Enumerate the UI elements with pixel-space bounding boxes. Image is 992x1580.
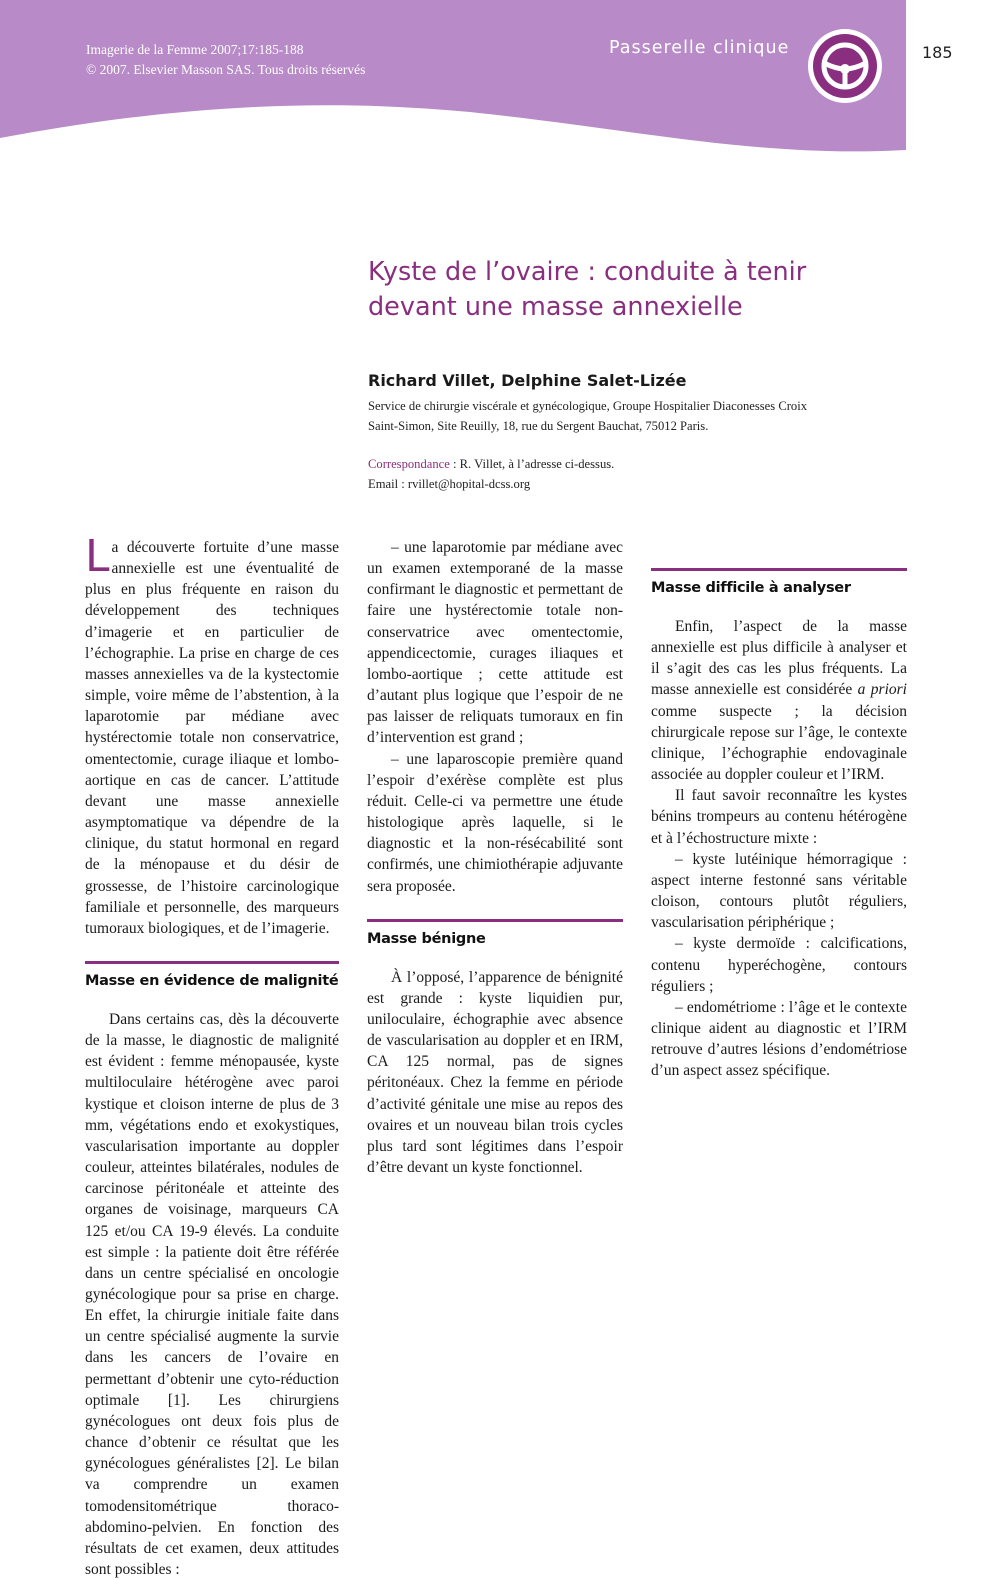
section-1-paragraph: Dans certains cas, dès la découverte de la masse, le diagnostic de malignité est évident : femme ménopausée, kyste multiloculaire hétérogène avec paroi kystique et cloison interne de plus de 3 mm, végétations endo et exokystiques, vascularisation importante au doppler couleur, atteintes bilatérales, nodules de carcinose péritonéale et atteinte des organes de voisinage, marqueurs CA 125 et/ou CA 19-9 élevés. La conduite est simple : la patiente doit être référée dans un centre spécialisé en oncologie gynécologique pour sa prise en charge. En effet, la chirurgie initiale faite dans un centre spécialisé augmente la survie dans les cancers de l’ovaire en permettant d’obtenir une cyto-réduction optimale [1]. Les chirurgiens gynécologues ont deux fois plus de chance d’obtenir ce résultat que les gynécologues généralistes [2]. Le bilan va comprendre un examen tomodensitométrique thoraco-abdomino-pelvien. En fonction des résultats de cet examen, deux attitudes sont possibles :	[85, 1010, 339, 1579]
section-heading-benign: Masse bénigne	[367, 919, 623, 949]
section-heading-malignancy: Masse en évidence de malignité	[85, 961, 339, 991]
copyright-notice: © 2007. Elsevier Masson SAS. Tous droits réservés	[86, 62, 366, 77]
paragraph-text: comme suspecte ; la décision chirurgicale repose sur l’âge, le contexte clinique, l’échographie endovaginale associée au doppler couleur et l’IRM.	[651, 702, 907, 784]
intro-paragraph	[85, 531, 339, 939]
column-3	[651, 537, 907, 1081]
italic-term: a priori	[857, 681, 907, 699]
list-item: – une laparotomie par médiane avec un examen extemporané de la masse confirmant le diagnostic et permettant de faire une hystérectomie totale non-conservatrice avec omentectomie, appendicectomie, curages iliaques et lombo-aortique ; cette attitude est d’autant plus logique que l’espoir de ne pas laisser de reliquats tumoraux en fin d’intervention est grand ;	[367, 539, 623, 747]
list-item: – une laparoscopie première quand l’espoir d’exérèse complète est plus réduit. Celle-ci va permettre une étude histologique après laquelle, si le diagnostic et la non-résécabilité sont confirmés, une chimiothérapie adjuvante sera proposée.	[367, 750, 623, 895]
intro-text: a découverte fortuite d’une masse annexielle est une éventualité de plus en plus fréquente en raison du développement des techniques d’imagerie et en particulier de l’échographie. La prise en charge de ces masses annexielles va de la kystectomie simple, voire même de l’abstention, à la laparotomie par médiane avec hystérectomie totale non conservatrice, omentectomie, curage iliaque et lombo-aortique en cas de cancer. L’attitude devant une masse annexielle asymptomatique va dépendre de la clinique, du statut hormonal en regard de la ménopause et du désir de grossesse, de l’histoire carcinologique familiale et personnelle, des marqueurs tumoraux biologiques, et de l’imagerie.	[85, 539, 339, 937]
correspondence	[368, 454, 614, 494]
list-item: – endométriome : l’âge et le contexte clinique aident au diagnostic et l’IRM retrouve d’autres lésions d’endométriose d’un aspect assez spécifique.	[651, 998, 907, 1080]
email-line: Email : rvillet@hopital-dcss.org	[368, 477, 531, 491]
journal-citation	[86, 40, 365, 80]
section-label: Passerelle clinique	[609, 38, 790, 58]
correspondence-label: Correspondance	[368, 457, 450, 471]
list-item: – kyste dermoïde : calcifications, contenu hyperéchogène, contours réguliers ;	[651, 935, 907, 995]
title-line-1: Kyste de l’ovaire : conduite à tenir	[368, 257, 807, 287]
affiliation-line-2: Saint-Simon, Site Reuilly, 18, rue du Sergent Bauchat, 75012 Paris.	[368, 419, 709, 433]
column-2	[367, 537, 623, 1178]
journal-reference: Imagerie de la Femme 2007;17:185-188	[86, 42, 304, 57]
paragraph-text: Enfin, l’aspect de la masse annexielle est plus difficile à analyser et il s’agit des cas les plus fréquents. La masse annexielle est considérée	[651, 618, 907, 699]
steering-wheel-icon	[806, 27, 884, 105]
affiliation-line-1: Service de chirurgie viscérale et gynécologique, Groupe Hospitalier Diaconesses Croix	[368, 399, 808, 413]
section-2-paragraph: À l’opposé, l’apparence de bénignité est grande : kyste liquidien pur, uniloculaire, échographie avec absence de vascularisation au doppler et en IRM, CA 125 normal, pas de signes péritonéaux. Chez la femme en période d’activité génitale une mise au repos des ovaires et un nouveau bilan trois cycles plus tard sont légitimes dans l’espoir d’être devant un kyste fonctionnel.	[367, 968, 623, 1177]
drop-cap: L	[85, 531, 110, 582]
correspondence-text: : R. Villet, à l’adresse ci-dessus.	[449, 457, 615, 471]
section-heading-difficult: Masse difficile à analyser	[651, 568, 907, 598]
column-1	[85, 531, 339, 1580]
article-title	[368, 255, 948, 325]
title-line-2: devant une masse annexielle	[368, 292, 743, 322]
page-number: 185	[922, 43, 953, 62]
correspondence-line	[368, 454, 614, 474]
list-item: – kyste lutéinique hémorragique : aspect interne festonné sans véritable cloison, contours plutôt réguliers, vascularisation périphérique ;	[651, 850, 907, 932]
affiliation	[368, 396, 807, 436]
section-3-paragraph-2: Il faut savoir reconnaître les kystes bénins trompeurs au contenu hétérogène et à l’échostructure mixte :	[651, 787, 907, 847]
section-3-paragraph-1	[651, 616, 907, 785]
authors: Richard Villet, Delphine Salet-Lizée	[368, 371, 687, 390]
